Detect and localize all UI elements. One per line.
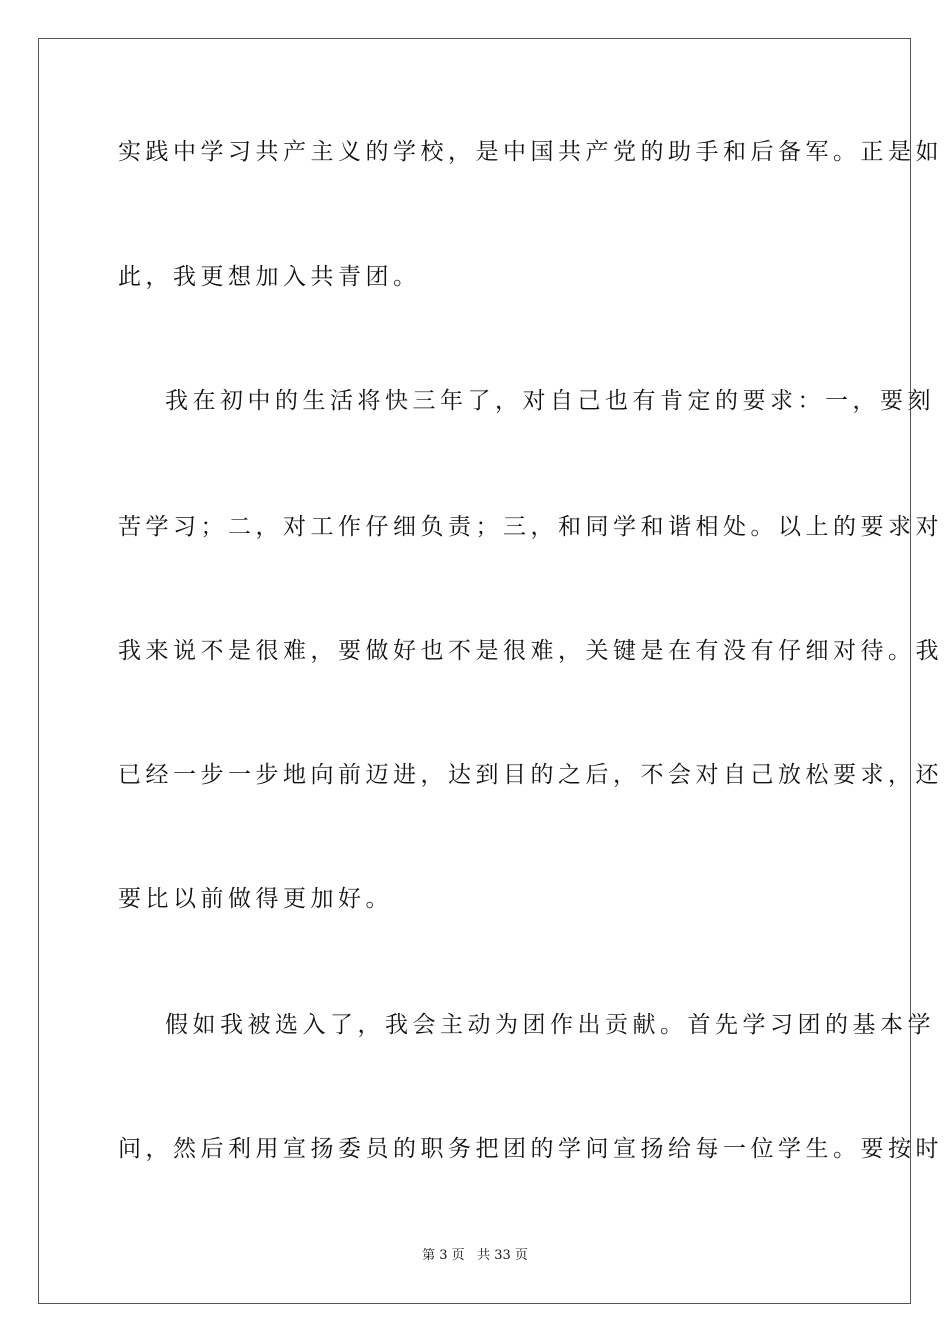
body-line-7: 要比以前做得更加好。 bbox=[118, 886, 393, 912]
body-line-1: 实践中学习共产主义的学校，是中国共产党的助手和后备军。正是如 bbox=[118, 139, 943, 165]
body-line-3: 我在初中的生活将快三年了，对自己也有肯定的要求：一，要刻 bbox=[165, 388, 935, 414]
body-line-2: 此，我更想加入共青团。 bbox=[118, 264, 421, 290]
body-line-6: 已经一步一步地向前迈进，达到目的之后，不会对自己放松要求，还 bbox=[118, 762, 943, 788]
page-total: 共 33 页 bbox=[477, 1248, 528, 1263]
body-line-4: 苦学习；二，对工作仔细负责；三，和同学和谐相处。以上的要求对 bbox=[118, 514, 943, 540]
page-footer bbox=[0, 1247, 950, 1265]
page-number: 第 3 页 bbox=[422, 1248, 465, 1263]
body-line-5: 我来说不是很难，要做好也不是很难，关键是在有没有仔细对待。我 bbox=[118, 638, 943, 664]
page-border bbox=[38, 38, 943, 1304]
body-line-8: 假如我被选入了，我会主动为团作出贡献。首先学习团的基本学 bbox=[165, 1012, 935, 1038]
body-line-9: 问，然后利用宣扬委员的职务把团的学问宣扬给每一位学生。要按时 bbox=[118, 1136, 943, 1162]
